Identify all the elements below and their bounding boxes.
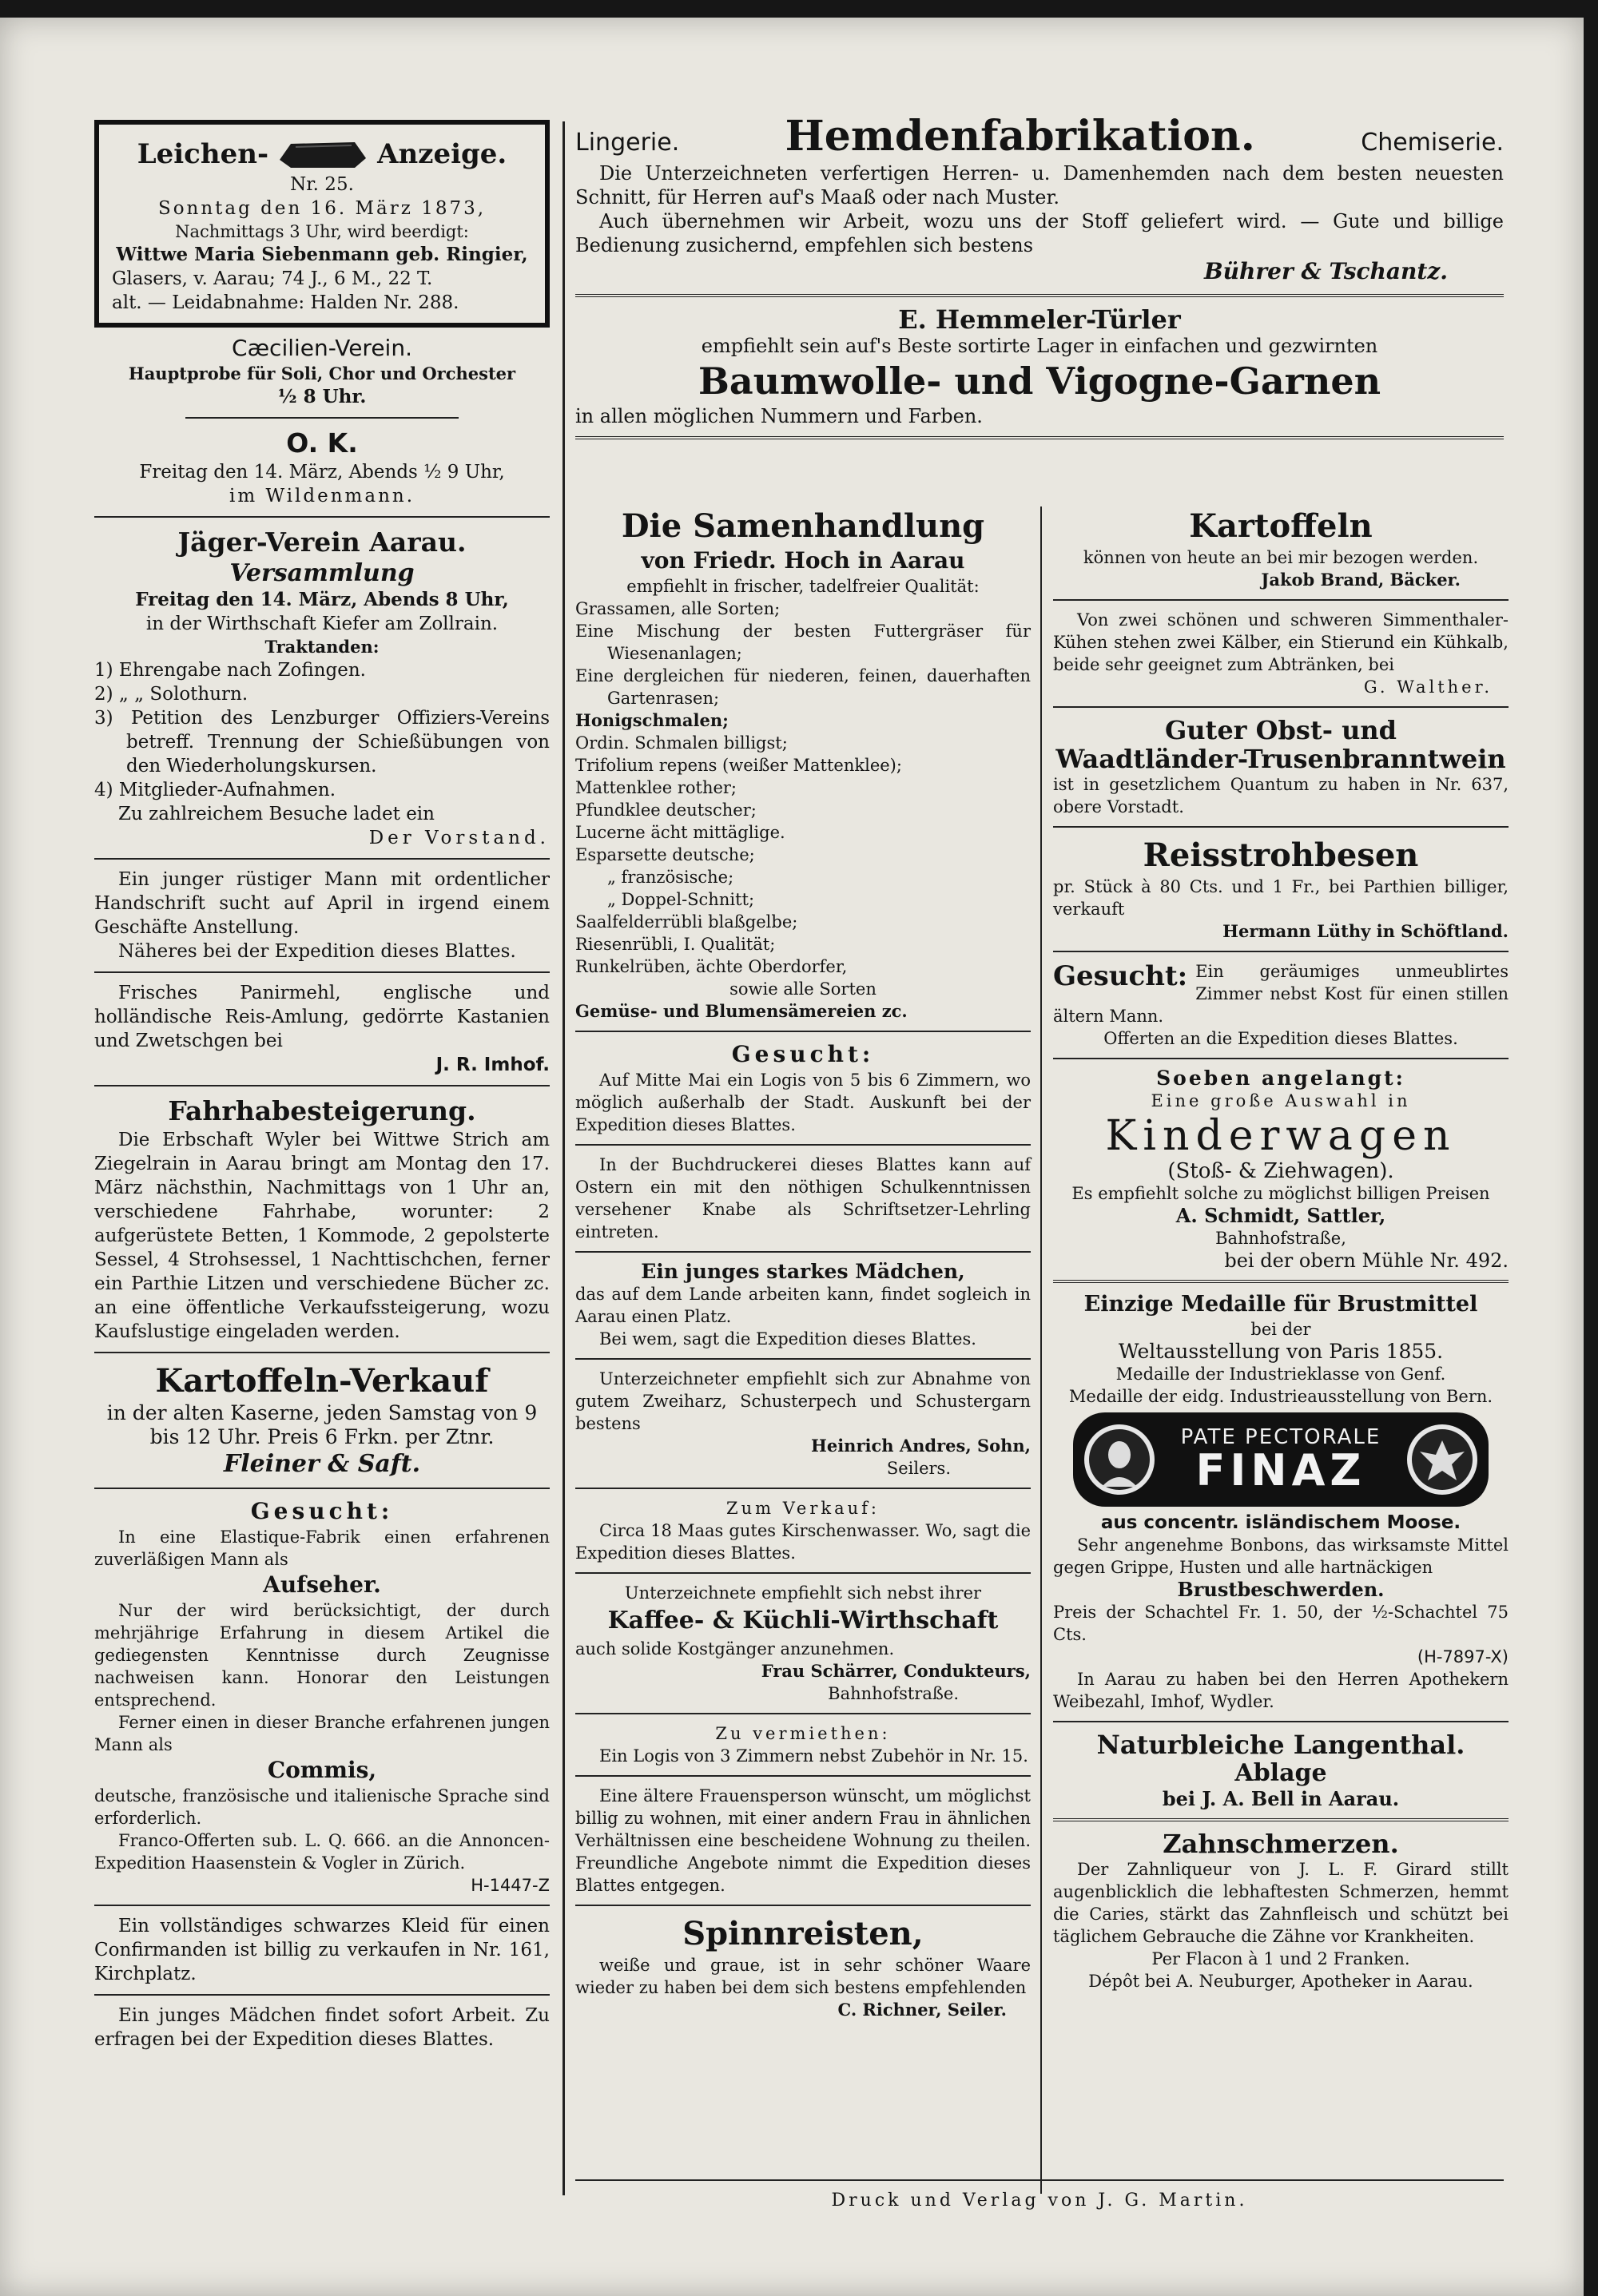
jaeger-item: 3) Petition des Lenzburger Offiziers-Vereins betreff. Trennung der Schießübungen von den Wiederholungskursen. bbox=[94, 708, 550, 777]
imhof-sign: J. R. Imhof. bbox=[435, 1055, 550, 1075]
andres-sign: Heinrich Andres, Sohn, bbox=[811, 1436, 1031, 1456]
kaffee-sign: Frau Schärrer, Condukteurs, bbox=[761, 1661, 1031, 1681]
divider bbox=[1053, 1818, 1509, 1821]
kinderwagen-sign2: Bahnhofstraße, bbox=[1215, 1229, 1346, 1248]
zahn-title: Zahnschmerzen. bbox=[1163, 1829, 1399, 1859]
medaille-ad bbox=[1053, 1291, 1509, 1713]
hemden-header bbox=[575, 112, 1504, 161]
kleid-ad bbox=[94, 1914, 550, 1986]
finaz-banner bbox=[1073, 1412, 1489, 1507]
divider bbox=[94, 1488, 550, 1489]
obst-text: ist in gesetzlichem Quantum zu haben in Nr. 637, obere Vorstadt. bbox=[1053, 775, 1509, 816]
kaffee-ad bbox=[575, 1582, 1031, 1705]
hemmeler-text2: in allen möglichen Nummern und Farben. bbox=[575, 405, 983, 427]
jaeger-title: Jäger-Verein Aarau. bbox=[177, 526, 467, 558]
samen-item: Lucerne ächt mittäglige. bbox=[575, 823, 785, 842]
hemden-right: Chemiserie. bbox=[1361, 129, 1504, 157]
divider bbox=[575, 1251, 1031, 1253]
eagle-crest-icon bbox=[1405, 1423, 1479, 1496]
coffin-icon bbox=[275, 136, 371, 173]
kartoffel-verkauf-sign: Fleiner & Saft. bbox=[223, 1450, 421, 1478]
caecilien-line2: ½ 8 Uhr. bbox=[277, 386, 367, 407]
divider bbox=[94, 516, 550, 518]
naturbleiche-sub: Ablage bbox=[1234, 1759, 1327, 1787]
divider bbox=[1053, 951, 1509, 952]
samen-item: Trifolium repens (weißer Mattenklee); bbox=[575, 756, 902, 775]
samen-item: Mattenklee rother; bbox=[575, 778, 737, 797]
samen-item: Runkelrüben, ächte Oberdorfer, bbox=[575, 957, 848, 976]
hemmeler-title: E. Hemmeler-Türler bbox=[898, 304, 1181, 335]
hemmeler-ad bbox=[575, 305, 1504, 428]
medaille-moose: aus concentr. isländischem Moose. bbox=[1100, 1512, 1461, 1533]
samen-item: „ französische; bbox=[607, 868, 734, 887]
gesucht-left-text3: Ferner einen in dieser Branche erfahrenen jungen Mann als bbox=[94, 1713, 550, 1754]
column-rule-mid bbox=[1040, 506, 1042, 2194]
gesucht-left-text2: Nur der wird berücksichtigt, der durch mehrjährige Erfahrung in diesem Artikel die gediegensten Kenntnisse durch Zeugnisse nachweisen kann. Honorar den Leistungen entsprechend. bbox=[94, 1601, 550, 1710]
gesucht-left-role2: Commis, bbox=[267, 1757, 377, 1783]
kaelber-text: Von zwei schönen und schweren Simmenthaler-Kühen stehen zwei Kälber, ein Stierund ein Kühkalb, beide sehr geeignet zum Abtränken, bei bbox=[1053, 610, 1509, 674]
footer-rule bbox=[575, 2179, 1504, 2181]
verkauf-text: Circa 18 Maas gutes Kirschenwasser. Wo, sagt die Expedition dieses Blattes. bbox=[575, 1521, 1031, 1563]
kinderwagen-sign3: bei der obern Mühle Nr. 492. bbox=[1224, 1249, 1509, 1272]
kaffee-title: Kaffee- & Küchli-Wirthschaft bbox=[607, 1607, 999, 1635]
death-notice-number: Nr. 25. bbox=[290, 174, 354, 195]
kaffee-text: auch solide Kostgänger anzunehmen. bbox=[575, 1639, 895, 1658]
divider bbox=[575, 1488, 1031, 1489]
frauensperson-text: Eine ältere Frauensperson wünscht, um möglichst billig zu wohnen, mit einer andern Frau in ähnlichen Verhältnissen eine bescheidene Wohnung zu theilen. Freundliche Angebote nimmt die Expedition dieses Blattes entgegen. bbox=[575, 1786, 1031, 1895]
medaille-text2: In Aarau zu haben bei den Herren Apothekern Weibezahl, Imhof, Wydler. bbox=[1053, 1670, 1509, 1711]
divider bbox=[1053, 826, 1509, 828]
gesucht-mid-ad bbox=[575, 1040, 1031, 1136]
gesucht-left-text1: In eine Elastique-Fabrik einen erfahrenen zuverläßigen Mann als bbox=[94, 1527, 550, 1569]
kartoffeln-right-sign: Jakob Brand, Bäcker. bbox=[1261, 570, 1461, 590]
divider bbox=[575, 436, 1504, 439]
jaeger-ad bbox=[94, 526, 550, 850]
death-notice-detail: Glasers, v. Aarau; 74 J., 6 M., 22 T. bbox=[112, 268, 433, 289]
divider bbox=[1053, 1280, 1509, 1283]
medaille-l1: bei der bbox=[1250, 1320, 1311, 1339]
samen-item: Esparsette deutsche; bbox=[575, 845, 755, 864]
junger-mann-ad bbox=[94, 868, 550, 963]
death-notice-time: Nachmittags 3 Uhr, wird beerdigt: bbox=[175, 222, 469, 241]
kinderwagen-title: Kinderwagen bbox=[1105, 1112, 1457, 1160]
medaille-text: Sehr angenehme Bonbons, das wirksamste Mittel gegen Grippe, Husten und alle hartnäckigen bbox=[1053, 1535, 1509, 1577]
reis-ad bbox=[1053, 836, 1509, 943]
starkes-maedchen-text2: Bei wem, sagt die Expedition dieses Blattes. bbox=[599, 1329, 976, 1349]
obst-title2: Waadtländer-Trusenbranntwein bbox=[1055, 744, 1506, 774]
jaeger-sign: Der Vorstand. bbox=[368, 828, 550, 848]
samen-item: Saalfelderrübli blaßgelbe; bbox=[575, 912, 798, 932]
verkauf-ad bbox=[575, 1497, 1031, 1564]
jaeger-traktanden: Traktanden: bbox=[264, 637, 380, 657]
kartoffeln-right-ad bbox=[1053, 506, 1509, 591]
finaz-logo-line2: FINAZ bbox=[1195, 1445, 1366, 1496]
spinn-sign: C. Richner, Seiler. bbox=[837, 2000, 1007, 2020]
death-notice-name: Wittwe Maria Siebenmann geb. Ringier, bbox=[116, 244, 528, 265]
medaille-title: Einzige Medaille für Brustmittel bbox=[1083, 1292, 1478, 1317]
medaille-l3: Medaille der Industrieklasse von Genf. bbox=[1115, 1364, 1446, 1384]
vermiethen-title: Zu vermiethen: bbox=[715, 1724, 891, 1743]
jaeger-sub: Versammlung bbox=[229, 559, 415, 587]
hemmeler-text: empfiehlt sein auf's Beste sortirte Lager in einfachen und gezwirnten bbox=[701, 335, 1378, 357]
samen-item: Gemüse- und Blumensämereien zc. bbox=[575, 1001, 908, 1021]
ok-line1: Freitag den 14. März, Abends ½ 9 Uhr, bbox=[139, 462, 505, 483]
reis-sign: Hermann Lüthy in Schöftland. bbox=[1222, 921, 1509, 941]
samen-item: Pfundklee deutscher; bbox=[575, 800, 757, 820]
kleid-text: Ein vollständiges schwarzes Kleid für einen Confirmanden ist billig zu verkaufen in Nr. 161, Kirchplatz. bbox=[94, 1916, 550, 1984]
divider bbox=[94, 971, 550, 973]
divider bbox=[94, 1905, 550, 1906]
death-notice-title bbox=[112, 136, 532, 173]
reis-text: pr. Stück à 80 Cts. und 1 Fr., bei Parthien billiger, verkauft bbox=[1053, 877, 1509, 919]
starkes-maedchen-ad bbox=[575, 1261, 1031, 1350]
newspaper-page bbox=[0, 18, 1584, 2296]
caecilien-ad bbox=[94, 334, 550, 409]
kinderwagen-intro: Eine große Auswahl in bbox=[1151, 1091, 1411, 1110]
death-notice-title-a: Leichen- bbox=[137, 138, 269, 170]
obst-ad bbox=[1053, 716, 1509, 818]
fahrhabe-text: Die Erbschaft Wyler bei Wittwe Strich am Ziegelrain in Aarau bringt am Montag den 17. März nächsthin, Nachmittags von 1 Uhr an, verschiedene Fahrhabe, worunter: 2 aufgerüstete Betten, 1 Kommode, 2 gepolsterte Sessel, 4 Strohsessel, 1 Nachttischchen, ferner ein Parthie Litzen und verschiedene Bücher zc. an eine öffentliche Verkaufssteigerung, wozu Kaufslustige eingeladen werden. bbox=[94, 1130, 550, 1342]
gesucht-mid-title: Gesucht: bbox=[731, 1041, 875, 1067]
divider bbox=[575, 1144, 1031, 1146]
gesucht-left-role1: Aufseher. bbox=[263, 1571, 381, 1598]
finaz-logo-line1: PATE PECTORALE bbox=[1180, 1425, 1381, 1449]
samen-item: Eine dergleichen für niederen, feinen, dauerhaften Gartenrasen; bbox=[575, 666, 1031, 708]
medaille-code: (H-7897-X) bbox=[1417, 1647, 1509, 1666]
finaz-text bbox=[1180, 1425, 1381, 1496]
samen-item: sowie alle Sorten bbox=[729, 979, 877, 999]
divider bbox=[94, 1085, 550, 1086]
samen-item: Honigschmalen; bbox=[575, 710, 729, 730]
obst-title: Guter Obst- und bbox=[1164, 715, 1397, 745]
kartoffeln-right-title: Kartoffeln bbox=[1189, 507, 1373, 545]
hemden-title: Hemdenfabrikation. bbox=[785, 112, 1255, 161]
andres-ad bbox=[575, 1368, 1031, 1480]
samen-item: Riesenrübli, I. Qualität; bbox=[575, 935, 776, 954]
jaeger-where: in der Wirthschaft Kiefer am Zollrain. bbox=[145, 614, 499, 634]
divider bbox=[575, 1358, 1031, 1360]
jaeger-item: 2) „ „ Solothurn. bbox=[94, 684, 248, 705]
kinderwagen-ad bbox=[1053, 1067, 1509, 1272]
jaeger-invite: Zu zahlreichem Besuche ladet ein bbox=[118, 804, 435, 824]
samen-ad bbox=[575, 506, 1031, 1023]
hemmeler-big: Baumwolle- und Vigogne-Garnen bbox=[698, 359, 1381, 403]
samen-item: Grassamen, alle Sorten; bbox=[575, 599, 781, 618]
samen-item: Ordin. Schmalen billigst; bbox=[575, 733, 788, 753]
fahrhabe-ad bbox=[94, 1094, 550, 1344]
death-notice-date: Sonntag den 16. März 1873, bbox=[157, 198, 487, 219]
top-wide-section bbox=[575, 112, 1504, 447]
gesucht-left-ad bbox=[94, 1497, 550, 1897]
zimmer-text2: Offerten an die Expedition dieses Blattes. bbox=[1103, 1029, 1458, 1048]
kinderwagen-head: Soeben angelangt: bbox=[1156, 1067, 1405, 1090]
kartoffel-verkauf-text: in der alten Kaserne, jeden Samstag von 9 bis 12 Uhr. Preis 6 Frkn. per Ztnr. bbox=[106, 1401, 538, 1448]
ok-line2: im Wildenmann. bbox=[229, 486, 415, 506]
zahn-depot: Dépôt bei A. Neuburger, Apotheker in Aarau. bbox=[1088, 1972, 1473, 1991]
medaille-preis: Preis der Schachtel Fr. 1. 50, der ½-Schachtel 75 Cts. bbox=[1053, 1603, 1509, 1644]
divider bbox=[94, 1994, 550, 1996]
zimmer-title: Gesucht: bbox=[1053, 960, 1188, 992]
andres-text: Unterzeichneter empfiehlt sich zur Abnahme von gutem Zweiharz, Schusterpech und Schustergarn bestens bbox=[575, 1369, 1031, 1433]
divider bbox=[575, 1905, 1031, 1906]
gesucht-mid-text: Auf Mitte Mai ein Logis von 5 bis 6 Zimmern, wo möglich außerhalb der Stadt. Auskunft bei der Expedition dieses Blattes. bbox=[575, 1071, 1031, 1134]
kartoffel-verkauf-ad bbox=[94, 1361, 550, 1480]
samen-item: „ Doppel-Schnitt; bbox=[607, 890, 755, 909]
imhof-text: Frisches Panirmehl, englische und holländische Reis-Amlung, gedörrte Kastanien und Zwetschgen bei bbox=[94, 983, 550, 1051]
divider bbox=[1053, 706, 1509, 708]
kinderwagen-text: Es empfiehlt solche zu möglichst billigen Preisen bbox=[1071, 1184, 1490, 1203]
junger-mann-text2: Näheres bei der Expedition dieses Blattes. bbox=[118, 941, 516, 962]
medaille-big: Brustbeschwerden. bbox=[1177, 1578, 1385, 1601]
zimmer-text: Ein geräumiges unmeublirtes Zimmer nebst Kost für einen stillen ältern Mann. bbox=[1053, 962, 1509, 1026]
spinn-ad bbox=[575, 1914, 1031, 2021]
divider bbox=[185, 417, 459, 419]
zahn-preis: Per Flacon à 1 und 2 Franken. bbox=[1151, 1949, 1410, 1968]
kartoffeln-right-text: können von heute an bei mir bezogen werden. bbox=[1083, 548, 1479, 567]
left-column bbox=[94, 120, 550, 2052]
zahn-text: Der Zahnliqueur von J. L. F. Girard stillt augenblicklich die lebhaftesten Schmerzen, hemmt die Caries, stärkt das Zahnfleisch und schützt bei täglichem Gebrauche die Zähne vor Krankheiten. bbox=[1053, 1860, 1509, 1946]
imhof-ad bbox=[94, 981, 550, 1077]
kaffee-sign2: Bahnhofstraße. bbox=[828, 1684, 959, 1703]
divider bbox=[94, 858, 550, 860]
divider bbox=[94, 1352, 550, 1353]
jaeger-when: Freitag den 14. März, Abends 8 Uhr, bbox=[135, 589, 509, 610]
divider bbox=[1053, 1058, 1509, 1059]
junger-mann-text: Ein junger rüstiger Mann mit ordentlicher Handschrift sucht auf April in irgend einem Geschäfte Anstellung. bbox=[94, 869, 550, 938]
spinn-title: Spinnreisten, bbox=[682, 1915, 924, 1952]
jaeger-item: 4) Mitglieder-Aufnahmen. bbox=[94, 780, 336, 800]
andres-sign2: Seilers. bbox=[886, 1459, 951, 1478]
verkauf-title: Zum Verkauf: bbox=[725, 1499, 880, 1518]
death-notice-detail2: alt. — Leidabnahme: Halden Nr. 288. bbox=[112, 292, 459, 313]
medaille-l2: Weltausstellung von Paris 1855. bbox=[1118, 1340, 1444, 1363]
finaz-logo bbox=[1053, 1412, 1509, 1507]
samen-by: von Friedr. Hoch in Aarau bbox=[641, 547, 965, 574]
kaelber-sign: G. Walther. bbox=[1363, 677, 1493, 697]
hemden-ad bbox=[575, 112, 1504, 286]
maedchen-left-ad bbox=[94, 2004, 550, 2052]
zimmer-ad bbox=[1053, 960, 1509, 1050]
kinderwagen-sub: (Stoß- & Ziehwagen). bbox=[1167, 1159, 1394, 1183]
spinn-text: weiße und graue, ist in sehr schöner Waare wieder zu haben bei dem sich bestens empfehlenden bbox=[575, 1956, 1031, 1997]
starkes-maedchen-title: Ein junges starkes Mädchen, bbox=[641, 1260, 965, 1283]
hemden-left: Lingerie. bbox=[575, 129, 680, 157]
divider bbox=[575, 294, 1504, 297]
frauensperson-ad bbox=[575, 1785, 1031, 1897]
portrait-medallion-icon bbox=[1083, 1423, 1156, 1496]
divider bbox=[1053, 599, 1509, 601]
zahn-ad bbox=[1053, 1829, 1509, 1992]
hemden-text2: Auch übernehmen wir Arbeit, wozu uns der Stoff geliefert wird. — Gute und billige Bedienung zusichernd, empfehlen sich bestens bbox=[575, 210, 1504, 256]
hemden-text: Die Unterzeichneten verfertigen Herren- u. Damenhemden nach dem besten neuesten Schnitt, für Herren auf's Maaß oder nach Muster. bbox=[575, 162, 1504, 209]
naturbleiche-sign: bei J. A. Bell in Aarau. bbox=[1162, 1787, 1400, 1810]
medaille-l4: Medaille der eidg. Industrieausstellung von Bern. bbox=[1068, 1387, 1493, 1406]
gesucht-left-code: H-1447-Z bbox=[471, 1876, 550, 1895]
divider bbox=[575, 1031, 1031, 1032]
imprint-footer: Druck und Verlag von J. G. Martin. bbox=[831, 2191, 1248, 2211]
hemden-sign: Bührer & Tschantz. bbox=[1204, 258, 1448, 284]
caecilien-line1: Hauptprobe für Soli, Chor und Orchester bbox=[128, 363, 516, 383]
fahrhabe-title: Fahrhabesteigerung. bbox=[168, 1095, 476, 1126]
right-column bbox=[1053, 506, 1509, 1992]
naturbleiche-title: Naturbleiche Langenthal. bbox=[1096, 1730, 1465, 1760]
vermiethen-ad bbox=[575, 1722, 1031, 1767]
kartoffel-verkauf-title: Kartoffeln-Verkauf bbox=[155, 1362, 489, 1400]
samen-intro: empfiehlt in frischer, tadelfreier Qualität: bbox=[626, 577, 980, 596]
column-rule-left bbox=[562, 121, 565, 2195]
gesucht-left-title: Gesucht: bbox=[250, 1498, 394, 1524]
samen-title: Die Samenhandlung bbox=[621, 507, 985, 545]
death-notice-title-b: Anzeige. bbox=[377, 138, 507, 170]
divider bbox=[575, 1572, 1031, 1574]
middle-column bbox=[575, 506, 1031, 2021]
caecilien-title: Cæcilien-Verein. bbox=[232, 335, 412, 361]
divider bbox=[575, 1775, 1031, 1777]
gesucht-left-text5: Franco-Offerten sub. L. Q. 666. an die Annoncen-Expedition Haasenstein & Vogler in Zürich. bbox=[94, 1831, 550, 1873]
divider bbox=[575, 1713, 1031, 1714]
starkes-maedchen-text: das auf dem Lande arbeiten kann, findet sogleich in Aarau einen Platz. bbox=[575, 1285, 1031, 1326]
divider bbox=[1053, 1721, 1509, 1722]
ok-title: O. K. bbox=[286, 427, 358, 459]
death-notice bbox=[94, 120, 550, 328]
kinderwagen-sign: A. Schmidt, Sattler, bbox=[1175, 1204, 1386, 1227]
maedchen-left-text: Ein junges Mädchen findet sofort Arbeit. Zu erfragen bei der Expedition dieses Blattes. bbox=[94, 2005, 550, 2050]
reis-title: Reisstrohbesen bbox=[1143, 836, 1419, 874]
ok-ad bbox=[94, 427, 550, 508]
jaeger-item: 1) Ehrengabe nach Zofingen. bbox=[94, 660, 366, 681]
kaelber-ad bbox=[1053, 609, 1509, 698]
samen-item: Eine Mischung der besten Futtergräser für Wiesenanlagen; bbox=[575, 622, 1031, 663]
lehrling-text: In der Buchdruckerei dieses Blattes kann auf Ostern ein mit den nöthigen Schulkenntnissen versehener Knabe als Schriftsetzer-Lehrling eintreten. bbox=[575, 1155, 1031, 1241]
naturbleiche-ad bbox=[1053, 1730, 1509, 1810]
gesucht-left-text4: deutsche, französische und italienische Sprache sind erforderlich. bbox=[94, 1786, 550, 1828]
lehrling-ad bbox=[575, 1154, 1031, 1243]
kaffee-intro: Unterzeichnete empfiehlt sich nebst ihrer bbox=[624, 1583, 982, 1603]
vermiethen-text: Ein Logis von 3 Zimmern nebst Zubehör in Nr. 15. bbox=[599, 1746, 1028, 1766]
